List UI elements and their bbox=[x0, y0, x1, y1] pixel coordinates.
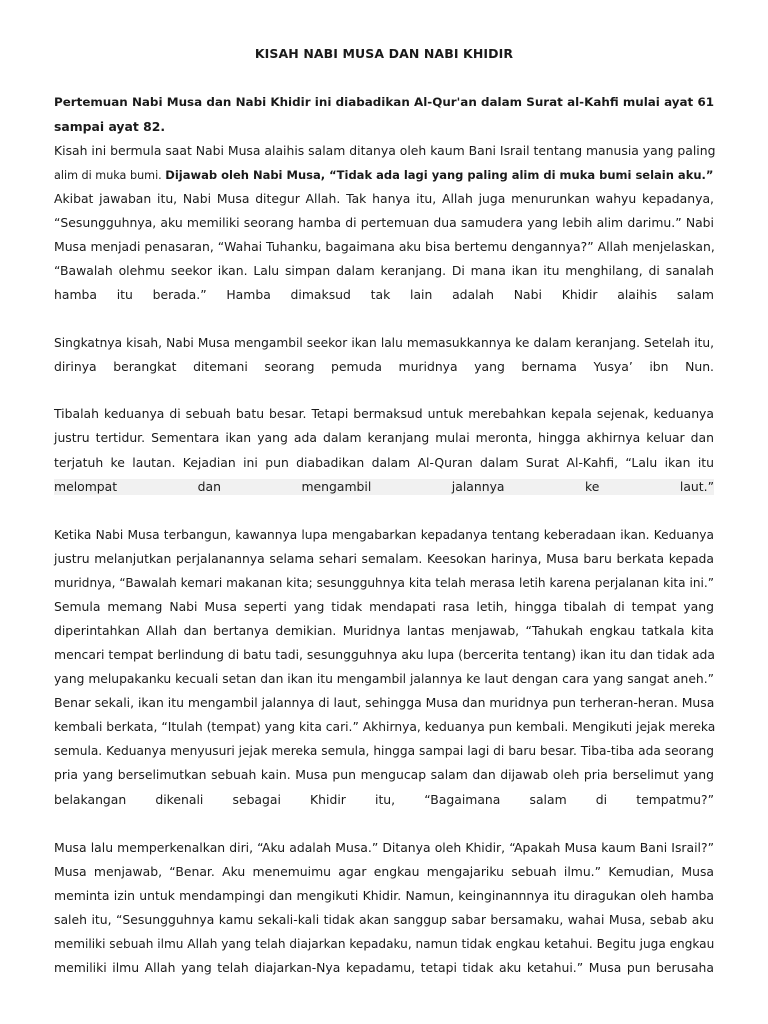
p1-line-2-bold: Dijawab oleh Nabi Musa, “Tidak ada lagi yang paling alim di muka bumi selain aku.” bbox=[165, 168, 714, 182]
p5-line-3: meminta izin untuk mendampingi dan mengikuti Khidir. Namun, keinginannnya itu diragukan oleh hamba bbox=[54, 888, 714, 903]
p1-line-2-plain: alim di muka bumi. bbox=[54, 169, 162, 182]
p1-line-4: “Sesungguhnya, aku memiliki seorang hamba di pertemuan dua samudera yang lebih alim darimu.” Nabi bbox=[54, 215, 714, 230]
p3-line-3: terjatuh ke lautan. Kejadian ini pun diabadikan dalam Al-Quran dalam Surat Al-Kahfi, “Lalu ikan itu bbox=[54, 455, 714, 470]
p1-line-3: Akibat jawaban itu, Nabi Musa ditegur Allah. Tak hanya itu, Allah juga menurunkan wahyu kepadanya, bbox=[54, 191, 714, 206]
p2-line-1: Singkatnya kisah, Nabi Musa mengambil seekor ikan lalu memasukkannya ke dalam keranjang. Setelah itu, bbox=[54, 336, 714, 350]
p4-line-7: yang melupakanku kecuali setan dan ikan itu mengambil jalannya ke laut dengan cara yang sangat aneh.” bbox=[54, 672, 714, 686]
p4-line-1: Ketika Nabi Musa terbangun, kawannya lupa mengabarkan kepadanya tentang keberadaan ikan. Keduanya bbox=[54, 528, 714, 542]
intro-line-2: sampai ayat 82. bbox=[54, 119, 166, 134]
p3-line-4: melompat dan mengambil jalannya ke laut.” bbox=[54, 479, 714, 494]
document-title: KISAH NABI MUSA DAN NABI KHIDIR bbox=[254, 46, 514, 61]
p4-line-6: mencari tempat berlindung di batu tadi, sesungguhnya aku lupa (bercerita tentang) ikan itu dan tidak ada bbox=[54, 647, 716, 662]
intro-line-1: Pertemuan Nabi Musa dan Nabi Khidir ini diabadikan Al-Qur'an dalam Surat al-Kahfi mulai ayat 61 bbox=[54, 95, 714, 109]
p5-line-4: saleh itu, “Sesungguhnya kamu sekali-kali tidak akan sanggup sabar bersamaku, wahai Musa, sebab aku bbox=[54, 912, 714, 927]
p3-line-1: Tibalah keduanya di sebuah batu besar. Tetapi bermaksud untuk merebahkan kepala sejenak, keduanya bbox=[54, 406, 714, 421]
p5-line-5: memiliki sebuah ilmu Allah yang telah diajarkan kepadaku, namun tidak engkau ketahui. Begitu juga engkau bbox=[54, 937, 715, 951]
p4-line-5: diperintahkan Allah dan bertanya demikian. Muridnya lantas menjawab, “Tahukah engkau tatkala kita bbox=[54, 623, 714, 638]
p1-line-6: “Bawalah olehmu seekor ikan. Lalu simpan dalam keranjang. Di mana ikan itu menghilang, di sanalah bbox=[54, 263, 714, 278]
p1-line-5: Musa menjadi penasaran, “Wahai Tuhanku, bagaimana aku bisa bertemu dengannya?” Allah menjelaskan, bbox=[54, 239, 715, 254]
p4-line-2: justru melanjutkan perjalanannya selama sehari semalam. Keesokan harinya, Musa baru berkata kepada bbox=[54, 551, 714, 566]
p4-line-12: belakangan dikenali sebagai Khidir itu, “Bagaimana salam di tempatmu?” bbox=[54, 792, 714, 807]
document-page bbox=[54, 0, 714, 1024]
p4-line-8: Benar sekali, ikan itu mengambil jalannya di laut, sehingga Musa dan muridnya pun terheran-heran. Musa bbox=[54, 695, 715, 710]
p4-line-3: muridnya, “Bawalah kemari makanan kita; sesungguhnya kita telah merasa letih karena perjalanan kita ini.” bbox=[54, 576, 714, 590]
p4-line-10: semula. Keduanya menyusuri jejak mereka semula, hingga sampai lagi di baru besar. Tiba-tiba ada seorang bbox=[54, 744, 714, 758]
p1-line-7: hamba itu berada.” Hamba dimaksud tak lain adalah Nabi Khidir alaihis salam bbox=[54, 287, 714, 302]
p4-line-9: kembali berkata, “Itulah (tempat) yang kita cari.” Akhirnya, keduanya pun kembali. Mengikuti jejak mereka bbox=[54, 720, 716, 734]
p3-line-2: justru tertidur. Sementara ikan yang ada dalam keranjang mulai meronta, hingga akhirnya keluar dan bbox=[54, 430, 714, 445]
p5-line-1: Musa lalu memperkenalkan diri, “Aku adalah Musa.” Ditanya oleh Khidir, “Apakah Musa kaum Bani Israil?” bbox=[54, 840, 714, 855]
p1-line-1: Kisah ini bermula saat Nabi Musa alaihis salam ditanya oleh kaum Bani Israil tentang manusia yang paling bbox=[54, 143, 716, 158]
p4-line-4: Semula memang Nabi Musa seperti yang tidak mendapati rasa letih, hingga tibalah di tempat yang bbox=[54, 599, 714, 614]
p1-line-2 bbox=[54, 167, 714, 184]
p5-line-6: memiliki ilmu Allah yang telah diajarkan-Nya kepadamu, tetapi tidak aku ketahui.” Musa pun berusaha bbox=[54, 960, 714, 975]
p4-line-11: pria yang berselimutkan sebuah kain. Musa pun mengucap salam dan dijawab oleh pria berselimut yang bbox=[54, 767, 714, 782]
p5-line-2: Musa menjawab, “Benar. Aku menemuimu agar engkau mengajariku sebuah ilmu.” Kemudian, Musa bbox=[54, 864, 714, 879]
p2-line-2: dirinya berangkat ditemani seorang pemuda muridnya yang bernama Yusya’ ibn Nun. bbox=[54, 359, 714, 374]
